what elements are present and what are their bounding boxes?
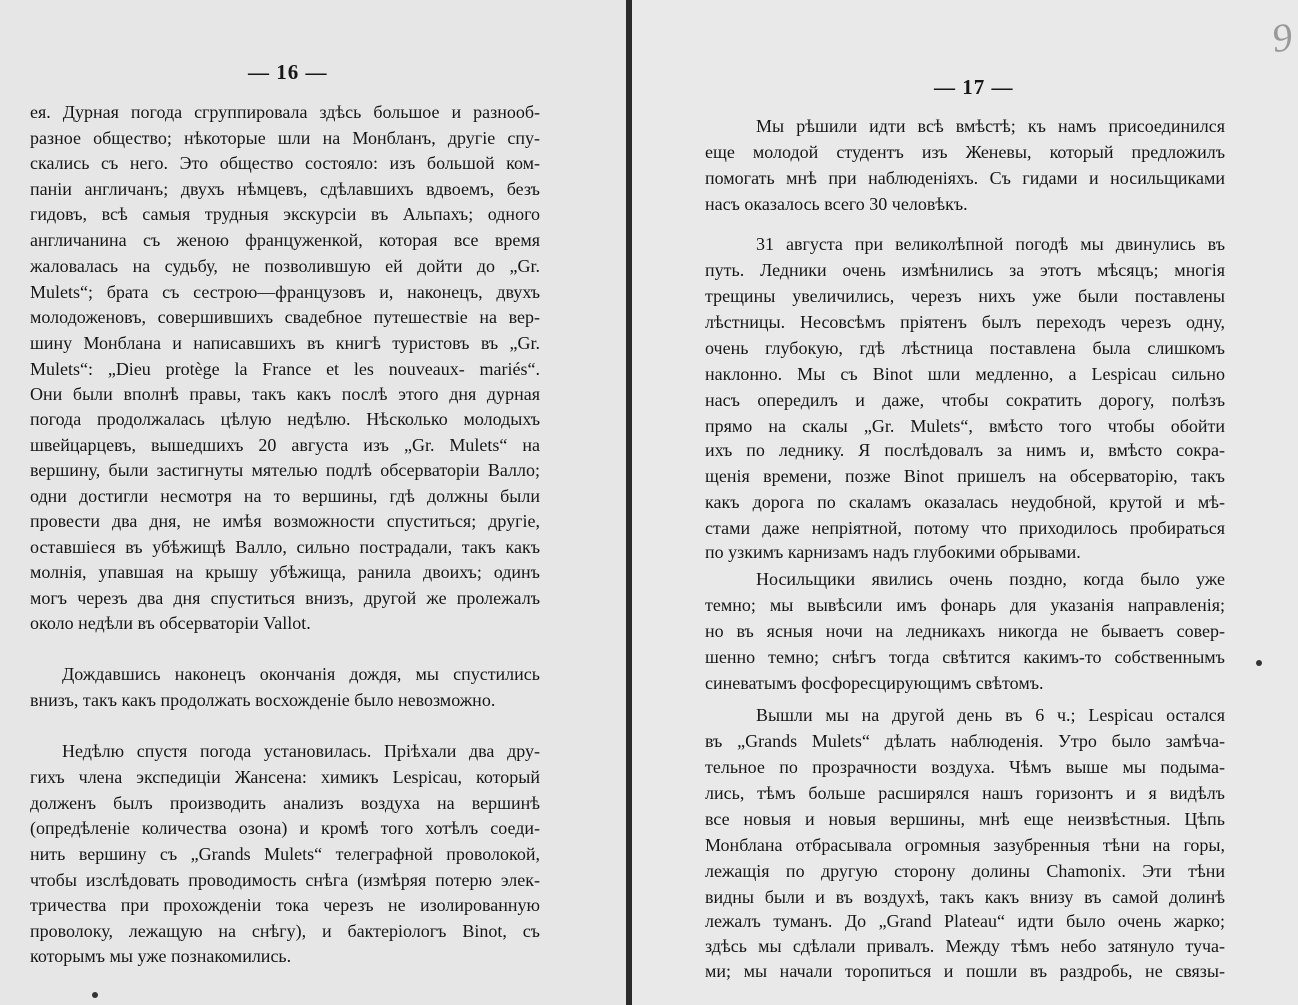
text-line: Вышли мы на другой день въ 6 ч.; Lespicau остался [756, 705, 1225, 725]
ink-speck [1256, 660, 1262, 666]
text-line: скались съ него. Это общество состояло: изъ большой ком- [30, 153, 540, 173]
text-line: насъ опередилъ и даже, чтобы сократить дорогу, полѣзъ [705, 390, 1225, 410]
left-page [0, 0, 626, 1005]
text-line: синеватымъ фосфоресцирующимъ свѣтомъ. [705, 673, 1044, 693]
text-line: 31 августа при великолѣпной погодѣ мы двинулись въ [756, 234, 1225, 254]
right-page [632, 0, 1298, 1005]
text-line: шину Монблана и написавшихъ въ книгѣ туристовъ въ „Gr. [30, 333, 540, 353]
text-line: погода продолжалась цѣлую недѣлю. Нѣсколько молодыхъ [30, 409, 540, 429]
text-line: Они были вполнѣ правы, такъ какъ послѣ этого дня дурная [30, 384, 540, 404]
text-line: около недѣли въ обсерваторіи Vallot. [30, 613, 311, 633]
text-line: Mulets“; брата съ сестрою—французовъ и, наконецъ, двухъ [30, 282, 540, 302]
text-line: англичанина съ женою француженкой, которая все время [30, 230, 540, 250]
text-line: ми; мы начали торопиться и пошли въ раздробь, не связы- [705, 961, 1225, 981]
text-line: (опредѣленіе количества озона) и кромѣ того хотѣлъ соеди- [30, 818, 540, 838]
text-line: насъ оказалось всего 30 человѣкъ. [705, 194, 968, 214]
text-line: проволоку, лежащую на снѣгу), и бактеріологъ Binot, съ [30, 921, 540, 941]
text-line: помогать мнѣ при наблюденіяхъ. Съ гидами и носильщиками [705, 168, 1225, 188]
text-line: Недѣлю спустя погода установилась. Пріѣхали два дру- [62, 741, 540, 761]
text-line: молодоженовъ, совершившихъ свадебное путешествіе на вер- [30, 307, 540, 327]
text-line: очень глубокую, гдѣ лѣстница поставлена была слишкомъ [705, 338, 1225, 358]
text-line: прямо на скалы „Gr. Mulets“, вмѣсто того чтобы обойти [705, 416, 1225, 436]
text-line: Дождавшись наконецъ окончанія дождя, мы спустились [62, 664, 540, 684]
text-line: какъ дорога по скаламъ оказалась неудобной, крутой и мѣ- [705, 492, 1225, 512]
text-line: лись, тѣмъ больше расширялся нашъ горизонтъ и я видѣлъ [705, 783, 1225, 803]
text-line: ихъ по леднику. Я послѣдовалъ за нимъ и, вмѣсто сокра- [705, 440, 1225, 460]
text-line: все новыя и новыя вершины, мнѣ еще неизвѣстныя. Цѣпь [705, 809, 1225, 829]
text-line: гидовъ, всѣ самыя трудныя экскурсіи въ Альпахъ; одного [30, 204, 540, 224]
text-line: видны были и въ воздухѣ, такъ какъ внизу въ самой долинѣ [705, 887, 1225, 907]
ink-speck [92, 992, 98, 998]
text-line: здѣсь мы сдѣлали привалъ. Между тѣмъ небо затянуло туча- [705, 936, 1225, 956]
text-line: по узкимъ карнизамъ надъ глубокими обрывами. [705, 542, 1081, 562]
text-line: тельное по прозрачности воздуха. Чѣмъ выше мы подыма- [705, 757, 1225, 777]
text-line: швейцарцевъ, вышедшихъ 20 августа изъ „Gr. Mulets“ на [30, 435, 540, 455]
text-line: наклонно. Мы съ Binot шли медленно, а Lespicau сильно [705, 364, 1225, 384]
text-line: Монблана отбрасывала огромныя зазубренныя тѣни на горы, [705, 835, 1225, 855]
text-line: молнія, упавшая на крышу убѣжища, ранила двоихъ; одинъ [30, 562, 540, 582]
text-line: въ „Grands Mulets“ дѣлать наблюденія. Утро было замѣча- [705, 731, 1225, 751]
text-line: тричества при прохожденіи тока черезъ не изолированную [30, 895, 540, 915]
text-line: ея. Дурная погода сгруппировала здѣсь большое и разнооб- [30, 102, 540, 122]
text-line: Mulets“: „Dieu protège la France et les nouveaux- mariés“. [30, 359, 540, 379]
margin-pencil-mark: 9 [1268, 13, 1296, 62]
text-line: разное общество; нѣкоторые шли на Монбланъ, другіе спу- [30, 128, 540, 148]
text-line: гихъ члена экспедиціи Жансена: химикъ Lespicau, который [30, 767, 540, 787]
text-line: лѣстницы. Несовсѣмъ пріятенъ былъ переходъ черезъ одну, [705, 312, 1225, 332]
text-line: лежащія по другую сторону долины Chamonix. Эти тѣни [705, 861, 1225, 881]
text-line: внизъ, такъ какъ продолжать восхожденіе было невозможно. [30, 690, 496, 710]
text-line: стами даже непріятной, потому что приходилось пробираться [705, 518, 1225, 538]
text-line: одни достигли несмотря на то вершины, гдѣ должны были [30, 486, 540, 506]
text-line: провести два дня, не имѣя возможности спуститься; другіе, [30, 511, 540, 531]
text-line: вершину, были застигнуты мятелью подлѣ обсерваторіи Валло; [30, 460, 540, 480]
text-line: долженъ былъ производить анализъ воздуха на вершинѣ [30, 793, 540, 813]
text-line: Носильщики явились очень поздно, когда было уже [756, 569, 1225, 589]
text-line: которымъ мы уже познакомились. [30, 946, 292, 966]
text-line: шенно темно; снѣгъ тогда свѣтится какимъ-то собственнымъ [705, 647, 1225, 667]
text-line: темно; мы вывѣсили имъ фонарь для указанія направленія; [705, 595, 1225, 615]
text-line: путь. Ледники очень измѣнились за этотъ мѣсяцъ; многія [705, 260, 1225, 280]
text-line: Мы рѣшили идти всѣ вмѣстѣ; къ намъ присоединился [756, 116, 1225, 136]
text-line: чтобы изслѣдовать проводимость снѣга (измѣряя потерю элек- [30, 870, 540, 890]
text-line: щенія времени, позже Binot пришелъ на обсерваторію, такъ [705, 466, 1225, 486]
text-line: жаловалась на судьбу, не позволившую ей дойти до „Gr. [30, 256, 540, 276]
text-line: паніи англичанъ; двухъ нѣмцевъ, сдѣлавшихъ вдвоемъ, безъ [30, 179, 540, 199]
page-number: — 16 — [248, 60, 328, 84]
text-line: нить вершину съ „Grands Mulets“ телеграфной проволокой, [30, 844, 540, 864]
text-line: могъ черезъ два дня спуститься внизъ, другой же пролежалъ [30, 588, 540, 608]
text-line: лежалъ туманъ. До „Grand Plateau“ идти было очень жарко; [705, 911, 1225, 931]
text-line: оставшіеся въ убѣжищѣ Валло, сильно пострадали, такъ какъ [30, 537, 540, 557]
text-line: трещины увеличились, черезъ нихъ уже были поставлены [705, 286, 1225, 306]
text-line: но въ ясныя ночи на ледникахъ никогда не бываетъ совер- [705, 621, 1225, 641]
page-number: — 17 — [934, 75, 1014, 99]
text-line: еще молодой студентъ изъ Женевы, который предложилъ [705, 142, 1225, 162]
